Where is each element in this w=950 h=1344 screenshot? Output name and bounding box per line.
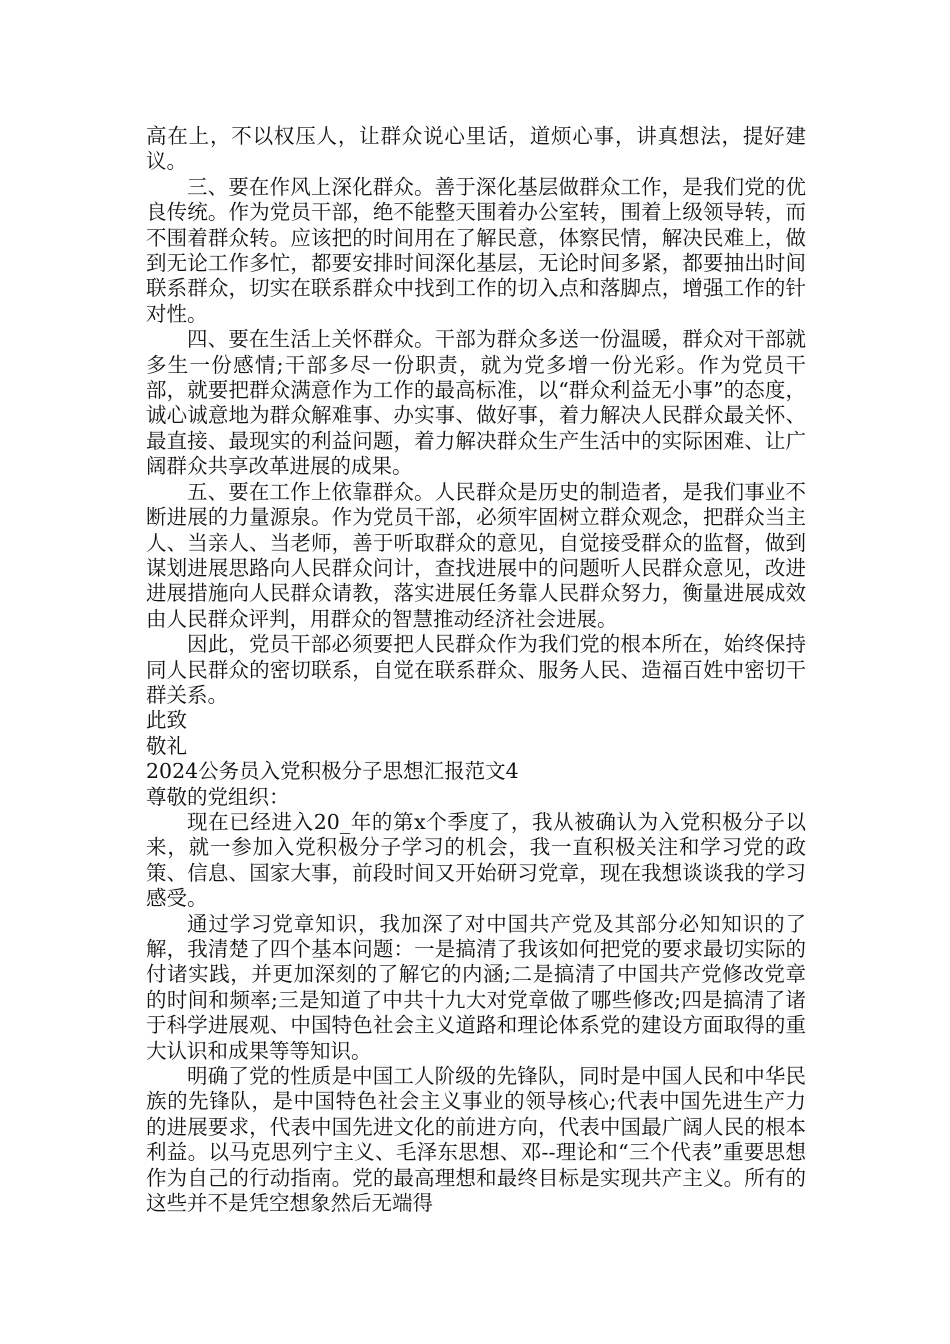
closing-regards: 敬礼	[146, 733, 187, 758]
paragraph-intro: 现在已经进入20_年的第x个季度了，我从被确认为入党积极分子以来，就一参加入党积极分子学习的机会，我一直积极关注和学习党的政策、信息、国家大事，前段时间又开始研习党章，现在我想谈谈我的学习感受。	[146, 809, 806, 911]
section-title: 2024公务员入党积极分子思想汇报范文4	[146, 759, 519, 784]
paragraph-continuation: 高在上，不以权压人，让群众说心里话，道烦心事，讲真想法，提好建议。	[146, 124, 806, 174]
paragraph-conclusion: 因此，党员干部必须要把人民群众作为我们党的根本所在，始终保持同人民群众的密切联系，自觉在联系群众、服务人民、造福百姓中密切干群关系。	[146, 632, 806, 707]
paragraph-work-style: 三、要在作风上深化群众。善于深化基层做群众工作，是我们党的优良传统。作为党员干部，绝不能整天围着办公室转，围着上级领导转，而不围着群众转。应该把的时间用在了解民意，体察民情，解决民难上，做到无论工作多忙，都要安排时间深化基层，无论时间多紧，都要抽出时间联系群众，切实在联系群众中找到工作的切入点和落脚点，增强工作的针对性。	[146, 174, 806, 326]
paragraph-party-nature: 明确了党的性质是中国工人阶级的先锋队，同时是中国人民和中华民族的先锋队，是中国特色社会主义事业的领导核心;代表中国先进生产力的进展要求，代表中国先进文化的前进方向，代表中国最广阔人民的根本利益。以马克思列宁主义、毛泽东思想、邓--理论和“三个代表”重要思想作为自己的行动指南。党的最高理想和最终目标是实现共产主义。所有的这些并不是凭空想象然后无端得	[146, 1064, 806, 1216]
paragraph-life-care: 四、要在生活上关怀群众。干部为群众多送一份温暖，群众对干部就多生一份感情;干部多尽一份职责，就为党多增一份光彩。作为党员干部，就要把群众满意作为工作的最高标准，以“群众利益无小事”的态度，诚心诚意地为群众解难事、办实事、做好事，着力解决人民群众最关怀、最直接、最现实的利益问题，着力解决群众生产生活中的实际困难、让广阔群众共享改革进展的成果。	[146, 327, 806, 479]
greeting: 尊敬的党组织：	[146, 784, 290, 809]
paragraph-study-charter: 通过学习党章知识，我加深了对中国共产党及其部分必知知识的了解，我清楚了四个基本问题：一是搞清了我该如何把党的要求最切实际的付诸实践，并更加深刻的了解它的内涵;二是搞清了中国共产党修改党章的时间和频率;三是知道了中共十九大对党章做了哪些修改;四是搞清了诸于科学进展观、中国特色社会主义道路和理论体系党的建设方面取得的重大认识和成果等等知识。	[146, 911, 806, 1063]
paragraph-rely-on-masses: 五、要在工作上依靠群众。人民群众是历史的制造者，是我们事业不断进展的力量源泉。作为党员干部，必须牢固树立群众观念，把群众当主人、当亲人、当老师，善于听取群众的意见，自觉接受群众的监督，做到谋划进展思路向人民群众问计，查找进展中的问题听人民群众意见，改进进展措施向人民群众请教，落实进展任务靠人民群众努力，衡量进展成效由人民群众评判，用群众的智慧推动经济社会进展。	[146, 479, 806, 631]
closing-salutation: 此致	[146, 708, 187, 733]
document-page	[146, 124, 806, 1216]
